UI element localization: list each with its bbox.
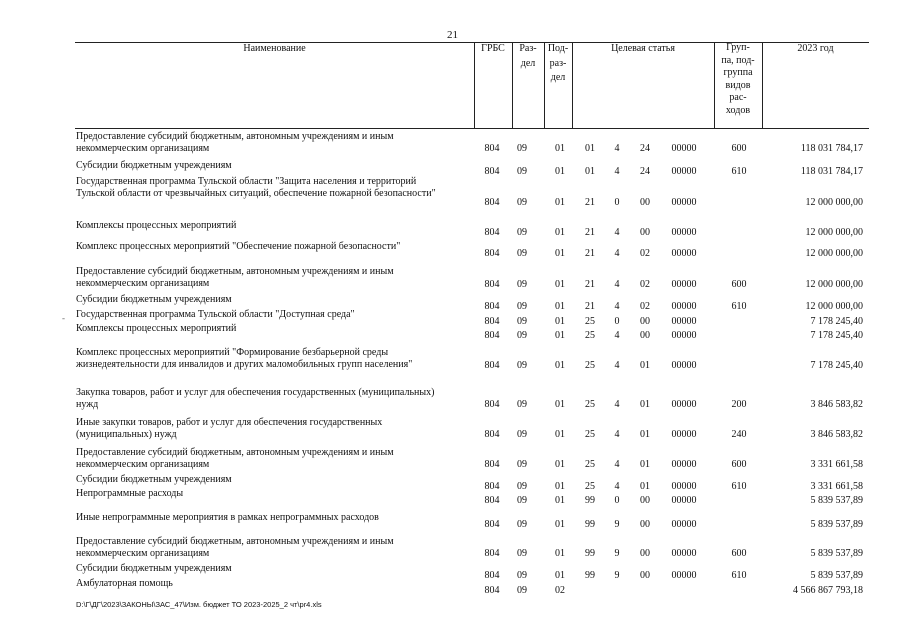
cell-cs1: 21 [585, 227, 595, 238]
row-name: Комплекс процессных мероприятий "Формирование безбарьерной среды жизнедеятельности для инвалидов и других маломобильных групп населения" [76, 347, 413, 370]
cell-pr: 01 [555, 279, 565, 290]
cell-grbs: 804 [484, 570, 500, 581]
cell-vr: 600 [731, 143, 747, 154]
cell-cs1: 25 [585, 316, 595, 327]
row-name: Комплекс процессных мероприятий "Обеспечение пожарной безопасности" [76, 241, 401, 252]
cell-cs1: 25 [585, 429, 595, 440]
cell-amount: 5 839 537,89 [810, 495, 863, 506]
cell-rz: 09 [517, 570, 527, 581]
cell-cs4: 00000 [671, 197, 697, 208]
cell-amount: 12 000 000,00 [805, 301, 863, 312]
cell-amount: 12 000 000,00 [805, 227, 863, 238]
row-name: Закупка товаров, работ и услуг для обеспечения государственных (муниципальных) нужд [76, 387, 435, 410]
row-name: Предоставление субсидий бюджетным, автономным учреждениям и иным некоммерческим организациям [76, 447, 394, 470]
cell-rz: 09 [517, 279, 527, 290]
cell-cs4: 00000 [671, 459, 697, 470]
cell-rz: 09 [517, 143, 527, 154]
cell-amount: 12 000 000,00 [805, 248, 863, 259]
cell-vr: 200 [731, 399, 747, 410]
cell-cs2: 0 [614, 495, 620, 506]
cell-cs1: 25 [585, 330, 595, 341]
cell-cs2: 4 [614, 227, 620, 238]
cell-pr: 02 [555, 585, 565, 596]
row-name: Иные непрограммные мероприятия в рамках непрограммных расходов [76, 512, 379, 523]
row-name: Государственная программа Тульской области "Доступная среда" [76, 309, 355, 320]
cell-pr: 01 [555, 166, 565, 177]
cell-cs1: 21 [585, 248, 595, 259]
row-name: Субсидии бюджетным учреждениям [76, 294, 232, 305]
cell-cs4: 00000 [671, 301, 697, 312]
cell-pr: 01 [555, 330, 565, 341]
cell-cs4: 00000 [671, 279, 697, 290]
cell-pr: 01 [555, 197, 565, 208]
cell-cs1: 99 [585, 519, 595, 530]
cell-amount: 12 000 000,00 [805, 279, 863, 290]
cell-cs2: 4 [614, 166, 620, 177]
cell-cs3: 24 [640, 166, 650, 177]
cell-pr: 01 [555, 301, 565, 312]
cell-cs4: 00000 [671, 399, 697, 410]
cell-amount: 4 566 867 793,18 [793, 585, 863, 596]
cell-cs3: 24 [640, 143, 650, 154]
cell-vr: 600 [731, 548, 747, 559]
cell-grbs: 804 [484, 330, 500, 341]
cell-vr: 610 [731, 166, 747, 177]
cell-cs3: 01 [640, 399, 650, 410]
cell-cs3: 01 [640, 360, 650, 371]
page-number: 21 [447, 29, 458, 41]
cell-cs2: 4 [614, 429, 620, 440]
cell-cs4: 00000 [671, 570, 697, 581]
cell-cs1: 01 [585, 143, 595, 154]
cell-vr: 610 [731, 301, 747, 312]
cell-cs3: 00 [640, 227, 650, 238]
cell-vr: 600 [731, 279, 747, 290]
row-name: Субсидии бюджетным учреждениям [76, 160, 232, 171]
margin-tick: - [62, 313, 65, 323]
cell-pr: 01 [555, 459, 565, 470]
cell-cs2: 9 [614, 519, 620, 530]
cell-grbs: 804 [484, 481, 500, 492]
cell-amount: 118 031 784,17 [800, 143, 863, 154]
cell-cs1: 21 [585, 197, 595, 208]
cell-cs4: 00000 [671, 519, 697, 530]
header-grbs: ГРБС [481, 43, 505, 54]
cell-vr: 600 [731, 459, 747, 470]
cell-cs3: 00 [640, 519, 650, 530]
cell-cs4: 00000 [671, 548, 697, 559]
cell-cs1: 99 [585, 570, 595, 581]
cell-cs4: 00000 [671, 481, 697, 492]
cell-amount: 3 846 583,82 [810, 399, 863, 410]
cell-cs1: 25 [585, 459, 595, 470]
cell-grbs: 804 [484, 459, 500, 470]
cell-cs2: 4 [614, 279, 620, 290]
cell-cs1: 01 [585, 166, 595, 177]
cell-grbs: 804 [484, 279, 500, 290]
cell-vr: 610 [731, 570, 747, 581]
cell-grbs: 804 [484, 360, 500, 371]
cell-cs2: 4 [614, 301, 620, 312]
cell-cs3: 02 [640, 279, 650, 290]
cell-cs2: 4 [614, 360, 620, 371]
header-year: 2023 год [797, 43, 834, 54]
cell-cs2: 0 [614, 316, 620, 327]
row-name: Субсидии бюджетным учреждениям [76, 474, 232, 485]
cell-rz: 09 [517, 459, 527, 470]
cell-grbs: 804 [484, 301, 500, 312]
cell-cs3: 00 [640, 570, 650, 581]
cell-rz: 09 [517, 197, 527, 208]
cell-rz: 09 [517, 248, 527, 259]
row-name: Предоставление субсидий бюджетным, автономным учреждениям и иным некоммерческим организациям [76, 266, 394, 289]
cell-pr: 01 [555, 316, 565, 327]
header-expense-group: Груп- па, под- группа видов рас- ходов [721, 42, 755, 116]
cell-cs3: 00 [640, 548, 650, 559]
cell-cs2: 4 [614, 459, 620, 470]
cell-amount: 7 178 245,40 [810, 330, 863, 341]
row-name: Государственная программа Тульской области "Защита населения и территорий Тульской области от чрезвычайных ситуаций, обеспечение пожарной безопасности" [76, 176, 436, 199]
cell-grbs: 804 [484, 248, 500, 259]
cell-pr: 01 [555, 429, 565, 440]
cell-cs4: 00000 [671, 143, 697, 154]
row-name: Предоставление субсидий бюджетным, автономным учреждениям и иным некоммерческим организациям [76, 131, 394, 154]
cell-cs1: 21 [585, 279, 595, 290]
cell-cs4: 00000 [671, 316, 697, 327]
cell-amount: 5 839 537,89 [810, 519, 863, 530]
cell-cs3: 01 [640, 429, 650, 440]
cell-cs3: 00 [640, 316, 650, 327]
cell-grbs: 804 [484, 316, 500, 327]
header-podrazdel: Под- раз- дел [547, 43, 569, 83]
cell-amount: 118 031 784,17 [800, 166, 863, 177]
cell-grbs: 804 [484, 143, 500, 154]
cell-cs4: 00000 [671, 166, 697, 177]
cell-cs2: 4 [614, 248, 620, 259]
cell-rz: 09 [517, 330, 527, 341]
cell-cs2: 9 [614, 570, 620, 581]
row-name: Иные закупки товаров, работ и услуг для обеспечения государственных (муниципальных) нужд [76, 417, 383, 440]
cell-pr: 01 [555, 360, 565, 371]
cell-rz: 09 [517, 166, 527, 177]
cell-cs3: 00 [640, 197, 650, 208]
cell-grbs: 804 [484, 585, 500, 596]
cell-cs1: 25 [585, 399, 595, 410]
cell-amount: 3 846 583,82 [810, 429, 863, 440]
cell-rz: 09 [517, 585, 527, 596]
cell-rz: 09 [517, 301, 527, 312]
cell-pr: 01 [555, 248, 565, 259]
cell-cs4: 00000 [671, 330, 697, 341]
cell-amount: 5 839 537,89 [810, 548, 863, 559]
cell-grbs: 804 [484, 548, 500, 559]
cell-grbs: 804 [484, 227, 500, 238]
cell-cs2: 4 [614, 481, 620, 492]
cell-pr: 01 [555, 399, 565, 410]
cell-cs1: 99 [585, 495, 595, 506]
cell-rz: 09 [517, 548, 527, 559]
cell-pr: 01 [555, 519, 565, 530]
cell-amount: 5 839 537,89 [810, 570, 863, 581]
cell-grbs: 804 [484, 166, 500, 177]
cell-vr: 610 [731, 481, 747, 492]
cell-cs3: 00 [640, 330, 650, 341]
row-name: Предоставление субсидий бюджетным, автономным учреждениям и иным некоммерческим организациям [76, 536, 394, 559]
cell-cs2: 4 [614, 330, 620, 341]
cell-rz: 09 [517, 481, 527, 492]
cell-amount: 12 000 000,00 [805, 197, 863, 208]
cell-rz: 09 [517, 429, 527, 440]
cell-rz: 09 [517, 399, 527, 410]
file-path-footer: D:\Г\ДГ\2023\ЗАКОНЫ\ЗАС_47\Изм. бюджет ТО 2023-2025_2 чт\pr4.xls [76, 600, 322, 609]
cell-cs1: 99 [585, 548, 595, 559]
cell-cs1: 25 [585, 360, 595, 371]
cell-cs4: 00000 [671, 227, 697, 238]
cell-cs2: 0 [614, 197, 620, 208]
cell-cs2: 9 [614, 548, 620, 559]
cell-cs2: 4 [614, 143, 620, 154]
cell-cs4: 00000 [671, 495, 697, 506]
header-name: Наименование [243, 43, 306, 54]
cell-grbs: 804 [484, 399, 500, 410]
cell-rz: 09 [517, 495, 527, 506]
cell-rz: 09 [517, 519, 527, 530]
cell-vr: 240 [731, 429, 747, 440]
cell-grbs: 804 [484, 429, 500, 440]
cell-cs3: 01 [640, 481, 650, 492]
cell-cs1: 21 [585, 301, 595, 312]
header-target-article: Целевая статья [611, 43, 675, 54]
cell-rz: 09 [517, 360, 527, 371]
cell-amount: 7 178 245,40 [810, 360, 863, 371]
row-name: Комплексы процессных мероприятий [76, 323, 237, 334]
cell-pr: 01 [555, 548, 565, 559]
cell-cs4: 00000 [671, 248, 697, 259]
cell-grbs: 804 [484, 197, 500, 208]
cell-cs4: 00000 [671, 360, 697, 371]
table-header [75, 42, 869, 128]
cell-amount: 3 331 661,58 [810, 459, 863, 470]
cell-cs3: 02 [640, 301, 650, 312]
cell-pr: 01 [555, 227, 565, 238]
cell-cs3: 01 [640, 459, 650, 470]
row-name: Комплексы процессных мероприятий [76, 220, 237, 231]
cell-grbs: 804 [484, 495, 500, 506]
cell-pr: 01 [555, 143, 565, 154]
cell-cs2: 4 [614, 399, 620, 410]
cell-rz: 09 [517, 316, 527, 327]
cell-cs3: 02 [640, 248, 650, 259]
cell-pr: 01 [555, 495, 565, 506]
cell-pr: 01 [555, 570, 565, 581]
cell-grbs: 804 [484, 519, 500, 530]
cell-cs4: 00000 [671, 429, 697, 440]
cell-pr: 01 [555, 481, 565, 492]
cell-cs1: 25 [585, 481, 595, 492]
cell-amount: 3 331 661,58 [810, 481, 863, 492]
row-name: Амбулаторная помощь [76, 578, 173, 589]
row-name: Субсидии бюджетным учреждениям [76, 563, 232, 574]
cell-rz: 09 [517, 227, 527, 238]
row-name: Непрограммные расходы [76, 488, 184, 499]
cell-amount: 7 178 245,40 [810, 316, 863, 327]
cell-cs3: 00 [640, 495, 650, 506]
header-razdel: Раз- дел [519, 43, 537, 69]
